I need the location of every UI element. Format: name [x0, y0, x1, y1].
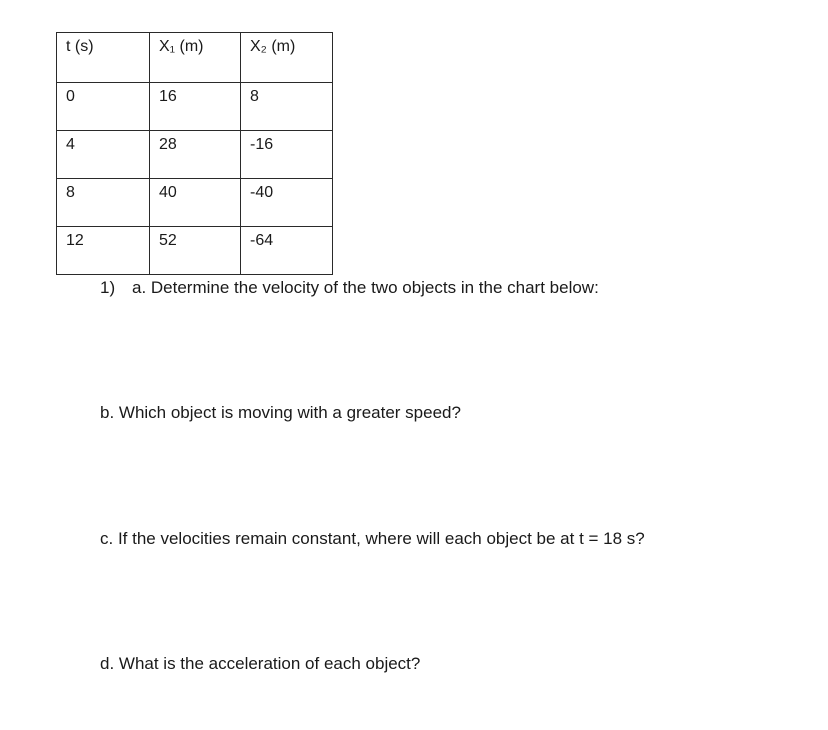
cell-time: 0: [57, 83, 150, 131]
cell-time: 4: [57, 131, 150, 179]
cell-x1: 16: [150, 83, 241, 131]
question-number: 1): [100, 278, 116, 297]
header-x2: X₂ (m): [241, 33, 333, 83]
cell-x2: -16: [241, 131, 333, 179]
cell-x1: 40: [150, 179, 241, 227]
header-x1: X₁ (m): [150, 33, 241, 83]
question-a: [100, 278, 599, 298]
table-row: [57, 131, 333, 179]
position-time-table: [56, 32, 333, 275]
question-a-text: a. Determine the velocity of the two objects in the chart below:: [132, 278, 599, 297]
question-c: c. If the velocities remain constant, where will each object be at t = 18 s?: [100, 529, 645, 548]
cell-x2: -64: [241, 227, 333, 275]
cell-time: 12: [57, 227, 150, 275]
question-d: d. What is the acceleration of each object?: [100, 654, 421, 673]
cell-x2: -40: [241, 179, 333, 227]
cell-x1: 28: [150, 131, 241, 179]
table-row: [57, 227, 333, 275]
cell-x1: 52: [150, 227, 241, 275]
table-row: [57, 179, 333, 227]
table-header-row: [57, 33, 333, 83]
cell-time: 8: [57, 179, 150, 227]
question-b: b. Which object is moving with a greater speed?: [100, 403, 461, 422]
table-row: [57, 83, 333, 131]
header-time: t (s): [57, 33, 150, 83]
cell-x2: 8: [241, 83, 333, 131]
